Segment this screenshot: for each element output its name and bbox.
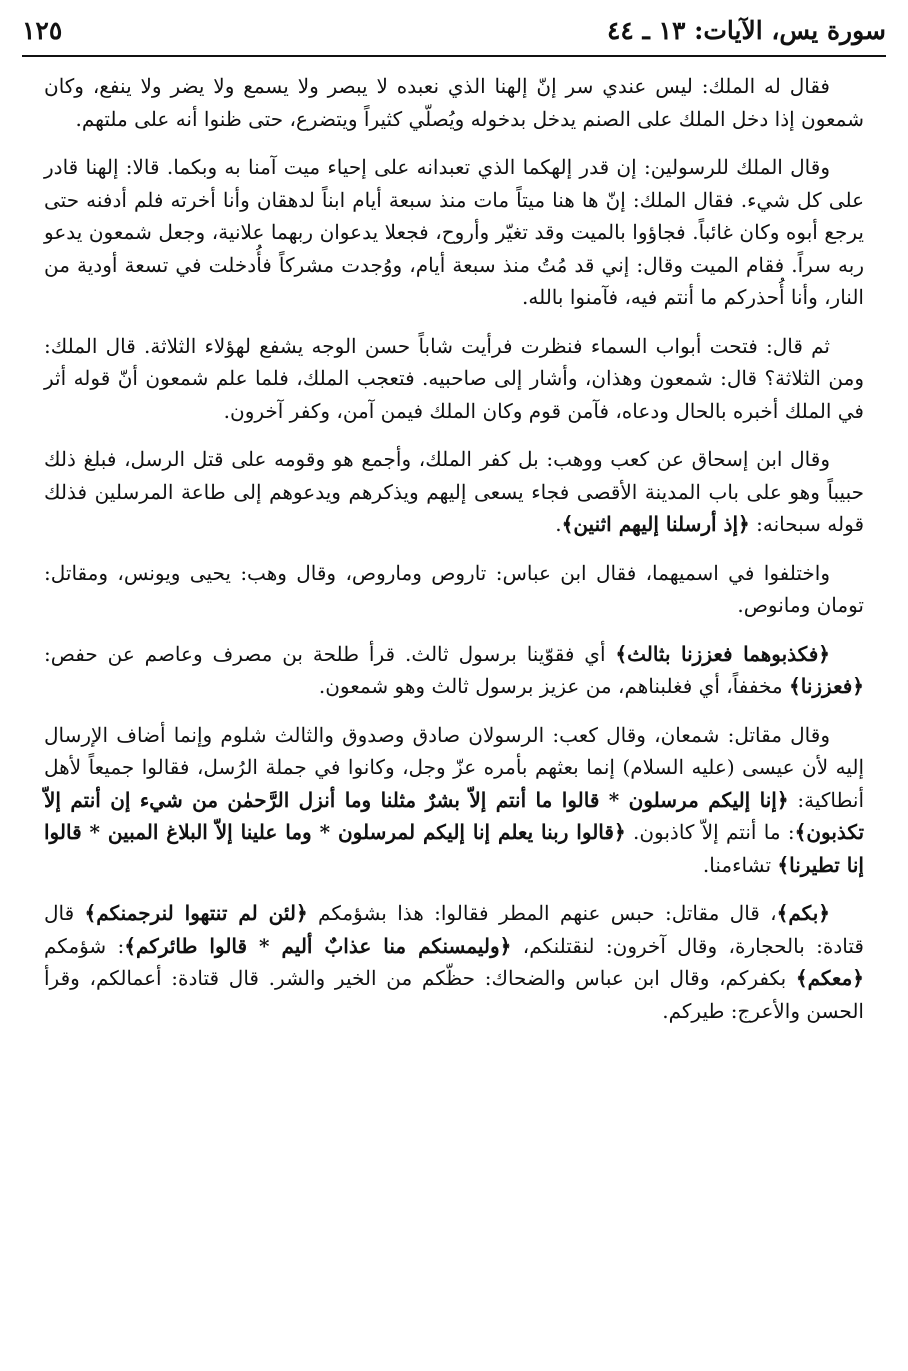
commentary-text: فقال له الملك: ليس عندي سر إنّ إلهنا الذي نعبده لا يبصر ولا يسمع ولا يضر ولا ينفع، وكان شمعون إذا دخل الملك على الصنم يدخل بدخوله ويُصلّي كثيراً ويتضرع، حتى ظنوا أنه على ملتهم. [44,74,864,131]
quran-verse: ﴿قالوا ربنا يعلم إنا إليكم لمرسلون * وما علينا إلاّ البلاغ المبين * قالوا إنا تطيرنا﴾ [44,820,864,877]
commentary-text: تشاءمنا. [702,852,778,877]
page-number: ١٢٥ [22,15,63,45]
commentary-text: واختلفوا في اسميهما، فقال ابن عباس: تاروص وماروص، وقال وهب: يحيى ويونس، ومقاتل: تومان ومانوص. [44,560,864,617]
quran-verse: ﴿إنا إليكم مرسلون * قالوا ما أنتم إلاّ بشرٌ مثلنا وما أنزل الرَّحمٰن من شيء إن أنتم إلاّ تكذبون﴾ [44,787,865,844]
paragraph [44,557,864,622]
commentary-text: وقال مقاتل: شمعان، وقال كعب: الرسولان صادق وصدوق والثالث شلوم وإنما أضاف الإرسال إليه لأن عيسى (عليه السلام) إنما بعثهم بأمره عزّ وجل، وكانوا في جملة الرُسل، فقالوا جميعاً لأهل أنطاكية: [44,722,865,812]
paragraph [44,443,864,541]
commentary-text: وقال ابن إسحاق عن كعب ووهب: بل كفر الملك، وأجمع هو وقومه على قتل الرسل، فبلغ ذلك حبيباً وهو على باب المدينة الأقصى فجاء يسعى إليهم ويذكرهم ويدعوهم إلى طاعة المرسلين فذلك قوله سبحانه: [44,447,864,536]
commentary-text: : شؤمكم [44,933,125,958]
quran-verse: ﴿بكم﴾ [776,901,830,925]
commentary-text: ثم قال: فتحت أبواب السماء فنظرت فرأيت شاباً حسن الوجه يشفع لهؤلاء الثلاثة. قال الملك: ومن الثلاثة؟ قال: شمعون وهذان، وأشار إلى صاحبيه. فتعجب الملك، فلما علم شمعون أنّ قوله أثر في الملك أخبره بالحال ودعاه، فآمن قوم وكان الملك فيمن آمن، وكفر آخرون. [44,333,864,423]
paragraph [44,151,864,314]
commentary-text: بكفركم، وقال ابن عباس والضحاك: حظّكم من الخير والشر. قال قتادة: أعمالكم، وقرأ الحسن والأعرج: طيركم. [44,966,864,1023]
commentary-text: أي فقوّينا برسول ثالث. قرأ طلحة بن مصرف وعاصم عن حفص: [44,641,616,666]
paragraph [44,330,864,428]
quran-verse: ﴿معكم﴾ [795,966,864,990]
commentary-text: مخففاً، أي فغلبناهم، من عزيز برسول ثالث وهو شمعون. [318,674,789,698]
quran-verse: ﴿فعززنا﴾ [789,674,864,698]
paragraph [44,638,864,703]
quran-verse: ﴿لئن لم تنتهوا لنرجمنكم﴾ [84,901,308,925]
commentary-text: : ما أنتم إلاّ كاذبون. [625,820,795,844]
chapter-heading: سورة يس، الآيات: ١٣ ـ ٤٤ [606,15,886,45]
quran-verse: ﴿وليمسنكم منا عذابٌ أليم * قالوا طائركم﴾ [124,933,512,958]
commentary-text: ، قال مقاتل: حبس عنهم المطر فقالوا: هذا بشؤمكم [307,901,777,925]
quran-verse: ﴿إذ أرسلنا إليهم اثنين﴾ [561,512,750,536]
paragraph [44,897,864,1027]
commentary-text: قال قتادة: بالحجارة، وقال آخرون: لنقتلنكم، [44,901,864,958]
header-rule [22,55,886,57]
quran-verse: ﴿فكذبوهما فعززنا بثالث﴾ [615,641,830,666]
running-header [22,12,886,48]
commentary-text: . [555,512,562,536]
commentary-text: وقال الملك للرسولين: إن قدر إلهكما الذي تعبدانه على إحياء ميت آمنا به وبكما. قالا: إلهنا قادر على كل شيء. فقال الملك: إنّ ها هنا ميتاً مات منذ سبعة أيام ابناً لدهقان وأنا أخرته فلم أدفنه حتى يرجع أبوه وكان غائباً. فجاؤوا بالميت وقد تغيّر وأروح، فجعلا يدعوان ربهما علانية، وجعل شمعون يدعو ربه سراً. فقام الميت وقال: إني قد مُتُ منذ سبعة أيام، ووُجدت مشركاً فأُدخلت في تسعة أودية من النار، وأنا أُحذركم ما أنتم فيه، فآمنوا بالله. [44,155,864,309]
paragraph [44,719,864,882]
paragraph [44,70,864,135]
body-text [44,70,864,1043]
